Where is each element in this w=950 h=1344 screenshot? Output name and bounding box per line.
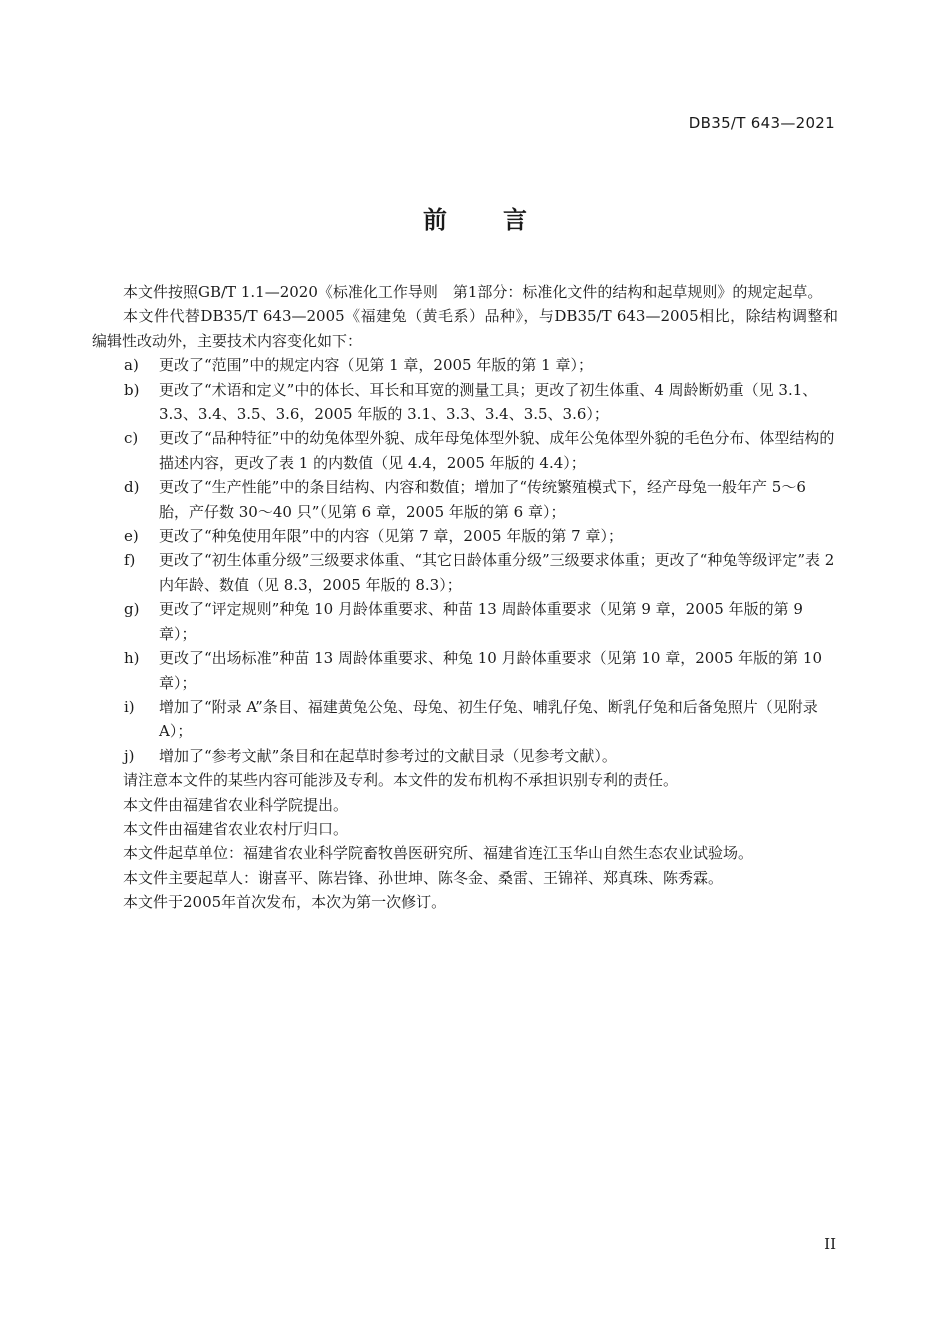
item-text: 更改了“品种特征”中的幼兔体型外貌、成年母兔体型外貌、成年公兔体型外貌的毛色分布、体型结构的描述内容，更改了表 1 的内数值（见 4.4，2005 年版的 4.4）； [159, 429, 835, 472]
item-text: 增加了“参考文献”条目和在起草时参考过的文献目录（见参考文献）。 [159, 746, 617, 765]
item-text: 更改了“术语和定义”中的体长、耳长和耳宽的测量工具；更改了初生体重、4 周龄断奶重（见 3.1、3.3、3.4、3.5、3.6，2005 年版的 3.1、3.3、3.4、3.5、3.6）； [159, 380, 818, 424]
item-label: a) [124, 356, 139, 375]
drafting-units: 本文件起草单位：福建省农业科学院畜牧兽医研究所、福建省连江玉华山自然生态农业试验场。 [123, 844, 754, 863]
item-text: 更改了“初生体重分级”三级要求体重、“其它日龄体重分级”三级要求体重；更改了“种兔等级评定”表 2 内年龄、数值（见 8.3，2005 年版的 8.3）； [159, 551, 835, 594]
item-text: 更改了“出场标准”种苗 13 周龄体重要求、种兔 10 月龄体重要求（见第 10 章，2005 年版的第 10 章）； [159, 649, 823, 692]
change-item-e [92, 524, 838, 548]
document-code: DB35/T 643—2021 [688, 114, 835, 132]
item-label: f) [124, 551, 136, 570]
item-label: c) [124, 429, 139, 448]
item-text: 更改了“生产性能”中的条目结构、内容和数值；增加了“传统繁殖模式下，经产母兔一般年产 5～6 胎，产仔数 30～40 只”（见第 6 章，2005 年版的第 6 章）； [159, 478, 806, 521]
intro-paragraph-2: 本文件代替DB35/T 643—2005《福建兔（黄毛系）品种》，与DB35/T 643—2005相比，除结构调整和编辑性改动外，主要技术内容变化如下： [92, 307, 838, 350]
change-item-g [92, 597, 838, 646]
item-label: h) [124, 649, 140, 668]
centralizing-statement: 本文件由福建省农业农村厅归口。 [123, 819, 349, 838]
change-item-h [92, 646, 838, 695]
item-text: 更改了“范围”中的规定内容（见第 1 章，2005 年版的第 1 章）； [159, 356, 593, 375]
item-label: g) [124, 600, 140, 619]
change-item-c [92, 426, 838, 475]
item-text: 更改了“评定规则”种兔 10 月龄体重要求、种苗 13 周龄体重要求（见第 9 章，2005 年版的第 9 章）； [159, 600, 803, 643]
item-text: 更改了“种兔使用年限”中的内容（见第 7 章，2005 年版的第 7 章）； [159, 527, 623, 546]
change-item-i [92, 695, 838, 744]
item-label: e) [124, 527, 139, 546]
main-drafters: 本文件主要起草人：谢喜平、陈岩锋、孙世坤、陈冬金、桑雷、王锦祥、郑真珠、陈秀霖。 [123, 868, 724, 887]
change-item-b [92, 378, 838, 427]
change-item-j [92, 744, 838, 768]
proposer-statement: 本文件由福建省农业科学院提出。 [123, 795, 349, 814]
page-number: II [824, 1235, 836, 1253]
patent-notice: 请注意本文件的某些内容可能涉及专利。本文件的发布机构不承担识别专利的责任。 [123, 771, 679, 790]
item-label: j) [124, 746, 135, 765]
change-item-d [92, 475, 838, 524]
intro-paragraph-1: 本文件按照GB/T 1.1—2020《标准化工作导则 第1部分：标准化文件的结构和起草规则》的规定起草。 [123, 283, 823, 301]
item-label: d) [124, 478, 140, 497]
item-text: 增加了“附录 A”条目、福建黄兔公兔、母兔、初生仔兔、哺乳仔兔、断乳仔兔和后备兔照片（见附录 A）； [159, 697, 818, 741]
change-item-a [92, 353, 838, 377]
foreword-body [92, 280, 838, 915]
item-label: b) [124, 380, 140, 399]
change-item-f [92, 548, 838, 597]
revision-history: 本文件于2005年首次发布，本次为第一次修订。 [123, 893, 447, 912]
item-label: i) [124, 697, 135, 716]
page-title: 前言 [423, 206, 583, 234]
